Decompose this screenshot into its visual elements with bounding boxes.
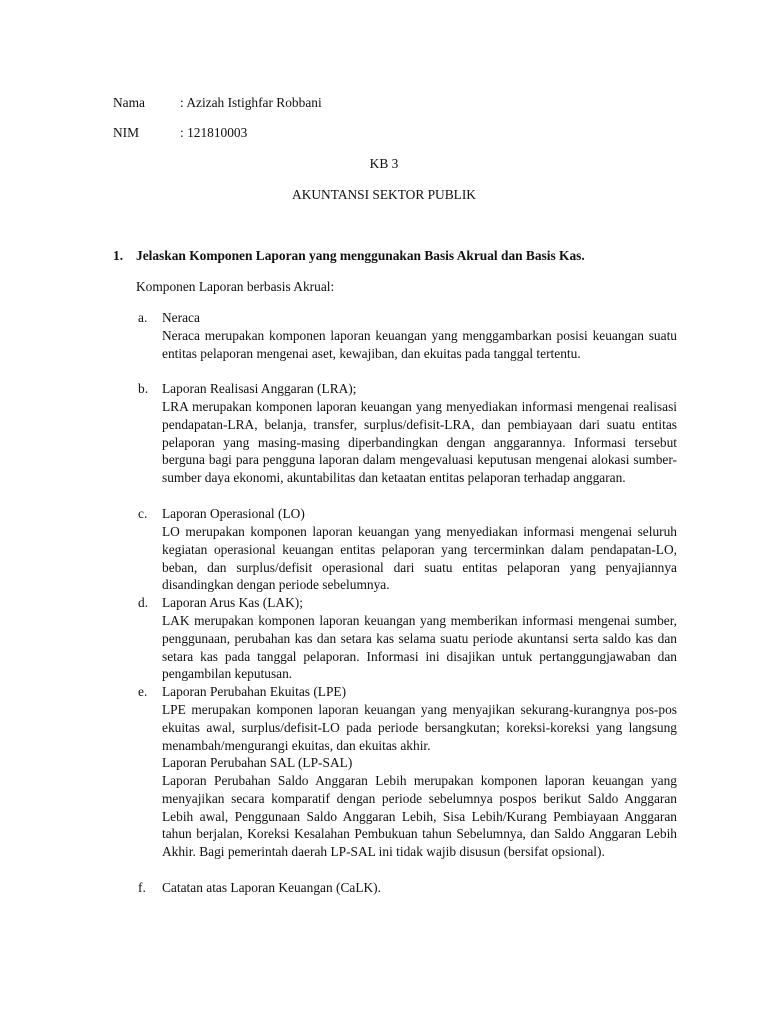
item-marker-e: e.: [138, 684, 148, 699]
item-title-lpsal: Laporan Perubahan SAL (LP-SAL): [162, 755, 353, 770]
item-title-neraca: Neraca: [162, 310, 200, 325]
item-body-lak: LAK merupakan komponen laporan keuangan yang memberikan informasi mengenai sumber, penggunaan, perubahan kas dan setara kas selama suatu periode akuntansi serta saldo kas dan setara kas pada tanggal pelaporan. Informasi ini disajikan untuk pertanggungjawaban dan pengambilan keputusan.: [162, 613, 677, 682]
item-body-lpe: LPE merupakan komponen laporan keuangan yang menyajikan sekurang-kurangnya pos-pos ekuitas awal, surplus/defisit-LO pada periode bersangkutan; koreksi-koreksi yang langsung menambah/mengurangi ekuitas, dan ekuitas akhir.: [162, 702, 677, 753]
item-title-calk: Catatan atas Laporan Keuangan (CaLK).: [162, 880, 381, 895]
item-body-lo: LO merupakan komponen laporan keuangan yang menyediakan informasi mengenai seluruh kegiatan operasional keuangan entitas pelaporan yang tercerminkan dalam pendapatan-LO, beban, dan surplus/defisit operasional dari suatu entitas pelaporan yang penyajiannya disandingkan dengan periode sebelumnya.: [162, 524, 677, 593]
item-marker-c: c.: [138, 506, 148, 521]
name-label: Nama: [113, 95, 145, 110]
name-value: : Azizah Istighfar Robbani: [180, 95, 322, 110]
item-title-lak: Laporan Arus Kas (LAK);: [162, 595, 303, 610]
item-marker-a: a.: [138, 310, 148, 325]
item-title-lra: Laporan Realisasi Anggaran (LRA);: [162, 381, 357, 396]
kb-heading: KB 3: [369, 156, 399, 171]
item-marker-f: f.: [138, 880, 146, 895]
nim-label: NIM: [113, 125, 140, 140]
document-title: AKUNTANSI SEKTOR PUBLIK: [292, 187, 476, 202]
item-title-lpe: Laporan Perubahan Ekuitas (LPE): [162, 684, 347, 699]
question-text: Jelaskan Komponen Laporan yang menggunakan Basis Akrual dan Basis Kas.: [136, 248, 585, 263]
item-body-lra: LRA merupakan komponen laporan keuangan yang menyediakan informasi mengenai realisasi pendapatan-LRA, belanja, transfer, surplus/defisit-LRA, dan pembiayaan dari suatu entitas pelaporan yang masing-masing diperbandingkan dengan anggarannya. Informasi tersebut berguna bagi para pengguna laporan dalam mengevaluasi keputusan mengenai alokasi sumber-sumber daya ekonomi, akuntabilitas dan ketaatan entitas pelaporan terhadap anggaran.: [162, 399, 677, 486]
item-body-lpsal: Laporan Perubahan Saldo Anggaran Lebih merupakan komponen laporan keuangan yang menyajikan secara komparatif dengan periode sebelumnya pospos berikut Saldo Anggaran Lebih awal, Penggunaan Saldo Anggaran Lebih, Sisa Lebih/Kurang Pembiayaan Anggaran tahun berjalan, Koreksi Kesalahan Pembukuan tahun Sebelumnya, dan Saldo Anggaran Lebih Akhir. Bagi pemerintah daerah LP-SAL ini tidak wajib disusun (bersifat opsional).: [162, 773, 677, 860]
item-marker-d: d.: [138, 595, 149, 610]
nim-value: : 121810003: [180, 125, 248, 140]
item-title-lo: Laporan Operasional (LO): [162, 506, 305, 521]
intro-text: Komponen Laporan berbasis Akrual:: [136, 279, 335, 294]
item-body-neraca: Neraca merupakan komponen laporan keuangan yang menggambarkan posisi keuangan suatu entitas pelaporan mengenai aset, kewajiban, dan ekuitas pada tanggal tertentu.: [162, 328, 677, 361]
item-marker-b: b.: [138, 381, 149, 396]
question-number: 1.: [113, 248, 124, 263]
